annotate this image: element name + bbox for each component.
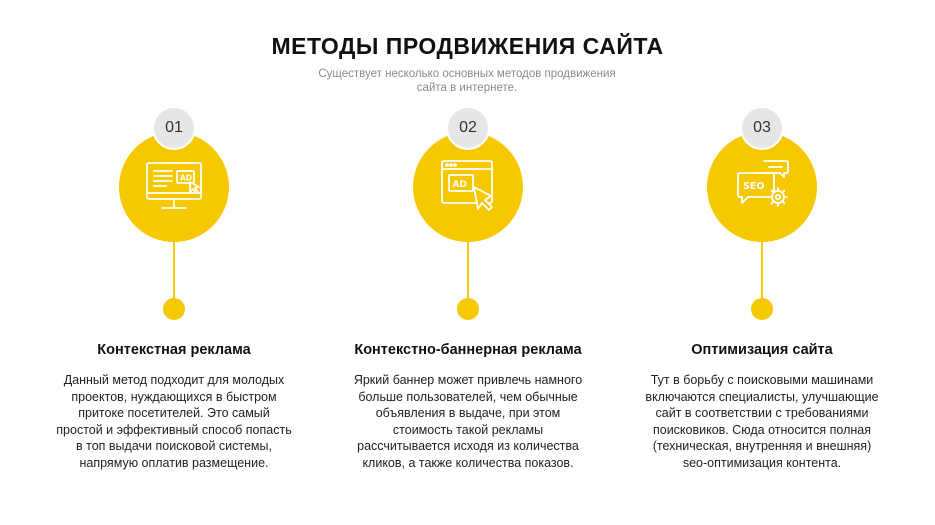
page-title: МЕТОДЫ ПРОДВИЖЕНИЯ САЙТА: [271, 33, 664, 59]
step-number-badge: 01: [152, 106, 196, 150]
connector-line: [467, 241, 469, 301]
timeline-dot: [457, 298, 479, 320]
browser-ad-click-icon: [438, 157, 498, 217]
step-number-badge: 03: [740, 106, 784, 150]
method-card-optimization: [622, 0, 902, 525]
seo-chat-gear-icon: [732, 157, 792, 217]
method-title: Контекстная реклама: [97, 342, 251, 358]
method-description: Данный метод подходит для молодых проектов, нуждающихся в быстром притоке посетителей. Это самый простой и эффективный способ попасть в топ выдачи поисковой системы, напрямую оплатив размещение.: [56, 373, 292, 470]
method-card-banner: [328, 0, 608, 525]
timeline-dot: [163, 298, 185, 320]
connector-line: [173, 241, 175, 301]
svg-text:AD: AD: [452, 180, 467, 190]
timeline-dot: [751, 298, 773, 320]
monitor-ad-icon: [144, 157, 204, 217]
page-subtitle: Существует несколько основных методов продвижения сайта в интернете.: [318, 68, 616, 94]
method-title: Оптимизация сайта: [691, 342, 833, 358]
svg-text:SEO: SEO: [743, 181, 765, 192]
connector-line: [761, 241, 763, 301]
step-number-badge: 02: [446, 106, 490, 150]
method-card-contextual: [34, 0, 314, 525]
svg-text:AD: AD: [180, 173, 193, 183]
method-description: Тут в борьбу с поисковыми машинами включаются специалисты, улучшающие сайт в соответствии с требованиями поисковиков. Сюда относится полная (техническая, внутренняя и внешняя) seo-оптимизация контента.: [645, 373, 879, 470]
method-description: Яркий баннер может привлечь намного больше пользователей, чем обычные объявления в выдаче, при этом стоимость такой рекламы рассчитывается исходя из количества кликов, а также количества показов.: [353, 373, 583, 470]
method-title: Контекстно-баннерная реклама: [354, 342, 582, 358]
